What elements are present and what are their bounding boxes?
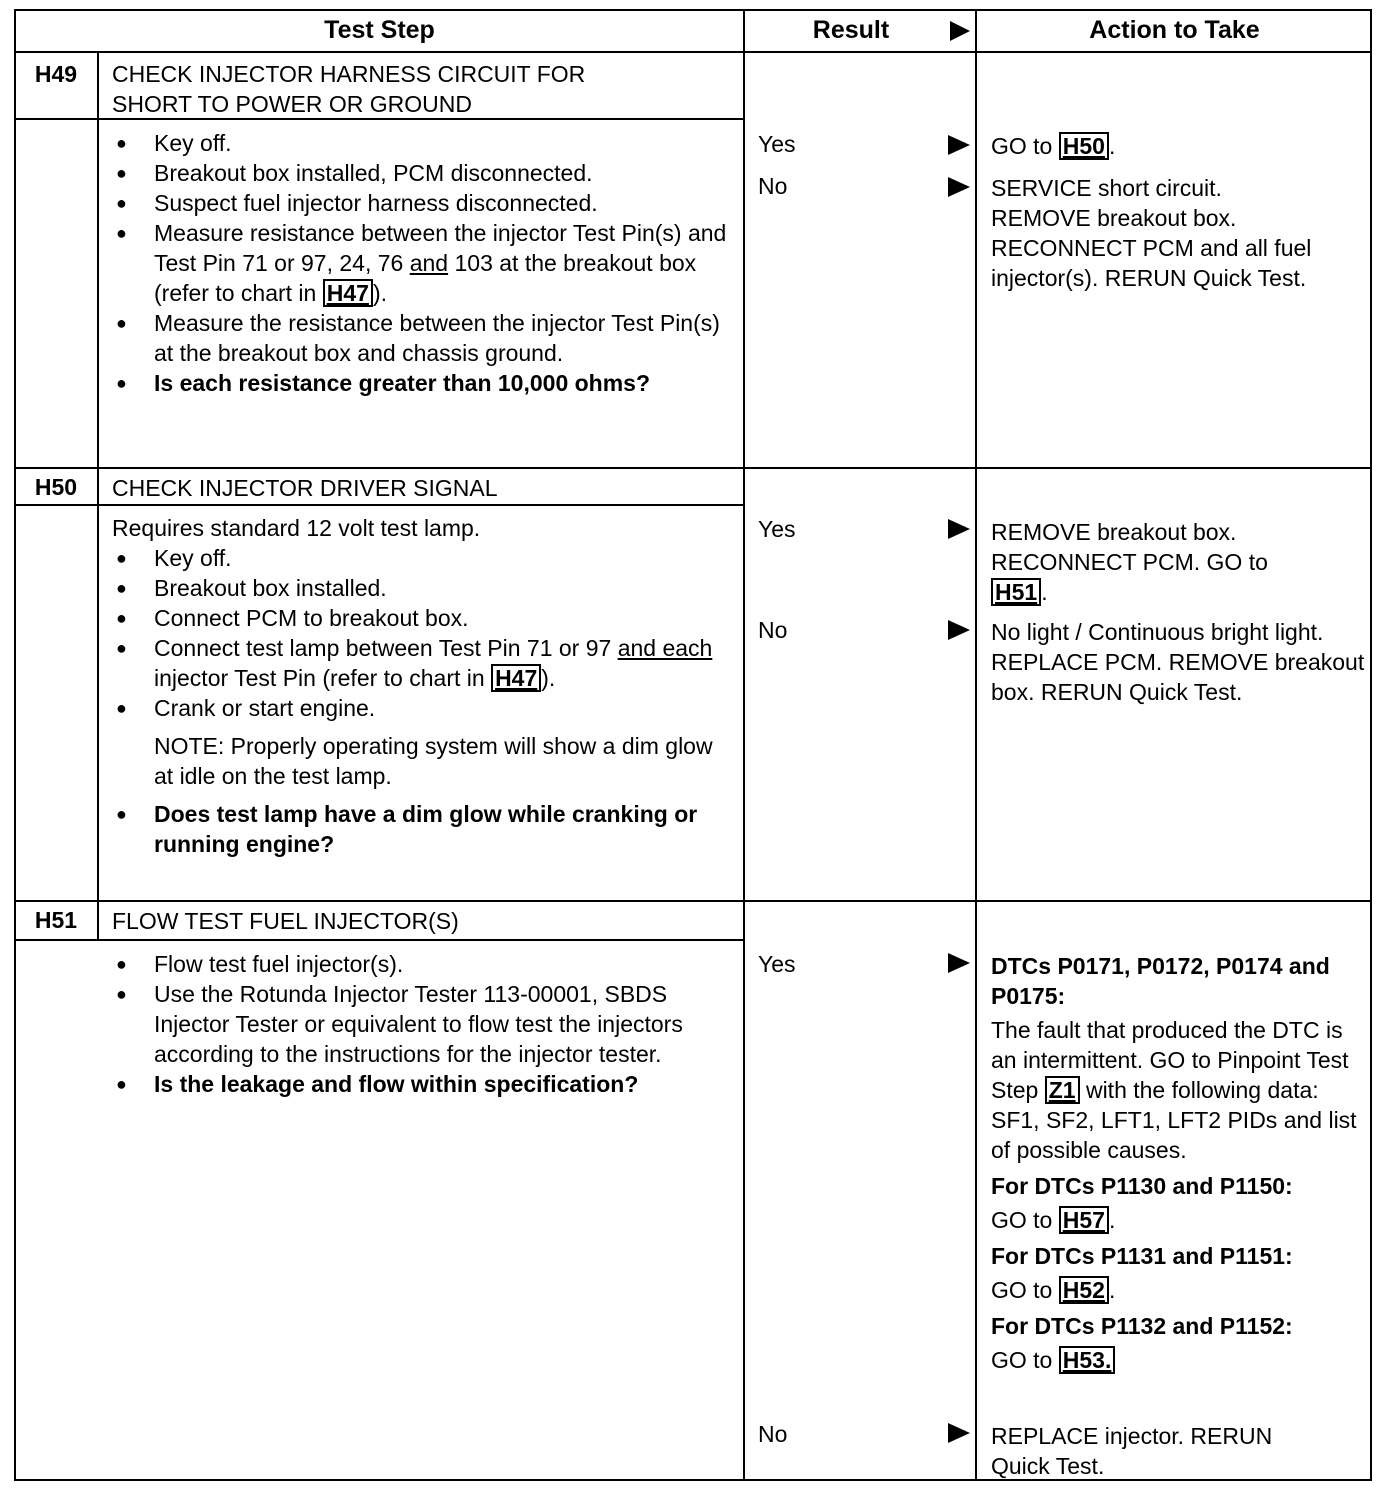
- list-item-question: ● Is each resistance greater than 10,000 ohms?: [112, 368, 732, 398]
- list-item: ● Connect test lamp between Test Pin 71 or 97 and each injector Test Pin (refer to chart in H47 ).: [112, 633, 732, 693]
- header-result: Result: [812, 16, 890, 44]
- step-id-h49: H49: [34, 61, 78, 87]
- row-divider-h49: [16, 467, 1372, 469]
- list-item: ● Key off.: [112, 128, 732, 158]
- action-yes-h49: GO to H50 .: [991, 133, 1116, 159]
- list-item: ● Suspect fuel injector harness disconnected.: [112, 188, 732, 218]
- action-no-h51: REPLACE injector. RERUN Quick Test.: [991, 1423, 1273, 1479]
- column-divider-step: [743, 11, 745, 1481]
- column-divider-result: [975, 11, 977, 1481]
- action-no-h50: No light / Continuous bright light. REPLACE PCM. REMOVE breakout box. RERUN Quick Test.: [991, 619, 1365, 705]
- step-title-divider-h49: [16, 118, 743, 120]
- result-no-h51: No: [758, 1421, 788, 1447]
- step-reference-h47[interactable]: H47: [491, 664, 541, 692]
- list-item-question: ● Does test lamp have a dim glow while cranking or running engine?: [112, 799, 732, 859]
- step-title-h51: FLOW TEST FUEL INJECTOR(S): [112, 908, 459, 934]
- step-reference-h50[interactable]: H50: [1059, 132, 1109, 160]
- list-item: ● Flow test fuel injector(s).: [112, 949, 732, 979]
- result-no-h49: No: [758, 173, 788, 199]
- list-item: ● Measure resistance between the injector Test Pin(s) and Test Pin 71 or 97, 24, 76 and 103 at the breakout box (refer to chart in H47 ).: [112, 218, 732, 308]
- header-test-step: Test Step: [324, 16, 435, 44]
- result-yes-h51: Yes: [758, 951, 796, 977]
- dtc-group-heading: For DTCs P1131 and P1151:: [991, 1243, 1293, 1269]
- dtc-group-heading: For DTCs P1132 and P1152:: [991, 1313, 1293, 1339]
- list-item: ● Breakout box installed, PCM disconnected.: [112, 158, 732, 188]
- step-reference-h52[interactable]: H52: [1059, 1276, 1109, 1304]
- step-reference-h53[interactable]: H53.: [1059, 1346, 1116, 1374]
- step-intro: Requires standard 12 volt test lamp.: [112, 515, 481, 541]
- dtc-group-heading: For DTCs P1130 and P1150:: [991, 1173, 1293, 1199]
- dtc-text: The fault that produced the DTC is an intermittent. GO to Pinpoint Test Step Z1 with the following data: SF1, SF2, LFT1, LFT2 PIDs and list of possible causes.: [991, 1017, 1357, 1163]
- step-title-h49: CHECK INJECTOR HARNESS CIRCUIT FOR SHORT TO POWER OR GROUND: [112, 61, 586, 117]
- arrow-icon: [948, 953, 970, 973]
- list-item: ● Measure the resistance between the injector Test Pin(s) at the breakout box and chassis ground.: [112, 308, 732, 368]
- header-arrow-icon: [950, 21, 970, 41]
- step-reference-z1[interactable]: Z1: [1045, 1076, 1080, 1104]
- arrow-icon: [948, 177, 970, 197]
- step-id-h50: H50: [34, 474, 78, 500]
- column-divider-id: [97, 53, 99, 941]
- arrow-icon: [948, 519, 970, 539]
- step-id-h51: H51: [34, 907, 78, 933]
- step-body-h50: [112, 513, 732, 859]
- note-text: NOTE: Properly operating system will show a dim glow at idle on the test lamp.: [154, 733, 713, 789]
- dtc-heading: DTCs P0171, P0172, P0174 and P0175:: [991, 953, 1330, 1009]
- step-title-divider-h51: [16, 939, 743, 941]
- list-item: ● Key off.: [112, 543, 732, 573]
- step-reference-h47[interactable]: H47: [323, 279, 373, 307]
- arrow-icon: [948, 1423, 970, 1443]
- step-title-divider-h50: [16, 504, 743, 506]
- step-reference-h51[interactable]: H51: [991, 578, 1041, 606]
- result-yes-h50: Yes: [758, 516, 796, 542]
- action-yes-h50: REMOVE breakout box. RECONNECT PCM. GO to H51 .: [991, 519, 1268, 605]
- step-body-h49: [112, 128, 732, 398]
- arrow-icon: [948, 620, 970, 640]
- action-yes-h51: DTCs P0171, P0172, P0174 and P0175: The fault that produced the DTC is an intermittent. GO to Pinpoint Test Step Z1 with the following data: SF1, SF2, LFT1, LFT2 PIDs and list of possible causes. For DTCs P1130 and P1150: GO to H57 . For DTCs P1131 and P1151: GO to H52 . For DTCs P1132 and P1152: GO to H53.: [991, 951, 1371, 1375]
- action-no-h49: SERVICE short circuit. REMOVE breakout box. RECONNECT PCM and all fuel injector(s). RERUN Quick Test.: [991, 175, 1312, 291]
- list-item: ● Use the Rotunda Injector Tester 113-00001, SBDS Injector Tester or equivalent to flow test the injectors according to the instructions for the injector tester.: [112, 979, 732, 1069]
- step-reference-h57[interactable]: H57: [1059, 1206, 1109, 1234]
- result-yes-h49: Yes: [758, 131, 796, 157]
- result-no-h50: No: [758, 617, 788, 643]
- list-item: ● Crank or start engine.: [112, 693, 732, 723]
- list-item: ● Breakout box installed.: [112, 573, 732, 603]
- header-divider: [16, 51, 1372, 53]
- step-body-h51: [112, 949, 732, 1099]
- arrow-icon: [948, 135, 970, 155]
- row-divider-h50: [16, 900, 1372, 902]
- list-item-question: ● Is the leakage and flow within specification?: [112, 1069, 732, 1099]
- list-item: ● Connect PCM to breakout box.: [112, 603, 732, 633]
- header-action: Action to Take: [1089, 16, 1260, 44]
- step-title-h50: CHECK INJECTOR DRIVER SIGNAL: [112, 475, 498, 501]
- diagnostic-table: [14, 9, 1372, 1481]
